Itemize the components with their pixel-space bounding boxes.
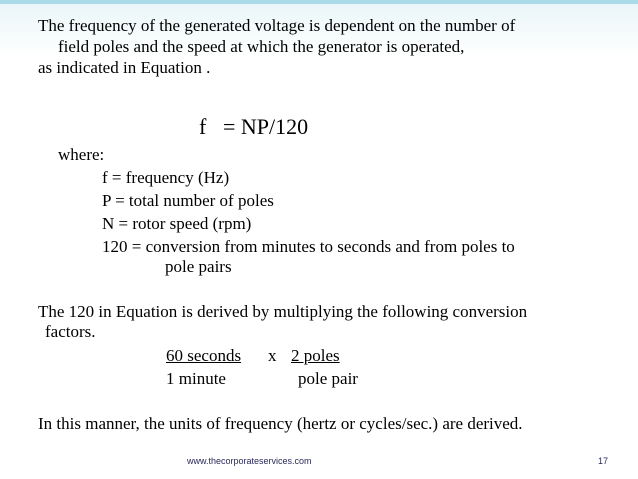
conversion-times: x (268, 346, 277, 365)
where-item-n: N = rotor speed (rpm) (102, 214, 252, 233)
where-item-f: f = frequency (Hz) (102, 168, 230, 187)
footer-url: www.thecorporateservices.com (187, 456, 312, 466)
para1-line3: as indicated in Equation . (38, 58, 211, 77)
equation-lhs: f (199, 114, 207, 139)
where-item-p: P = total number of poles (102, 191, 274, 210)
equation-rhs: = NP/120 (223, 114, 309, 139)
para1-line2: field poles and the speed at which the generator is operated, (58, 37, 465, 56)
para1-line1: The frequency of the generated voltage is dependent on the number of (38, 16, 516, 35)
para2-line2: factors. (45, 322, 96, 341)
conversion-denominator-1: 1 minute (166, 369, 226, 388)
conversion-denominator-2: pole pair (298, 369, 358, 388)
top-accent-band (0, 0, 638, 4)
where-label: where: (58, 145, 105, 164)
para3: In this manner, the units of frequency (hertz or cycles/sec.) are derived. (38, 414, 523, 433)
where-item-120-cont: pole pairs (165, 257, 232, 276)
conversion-numerator-2: 2 poles (291, 346, 340, 365)
page-number: 17 (598, 456, 609, 466)
where-item-120: 120 = conversion from minutes to seconds and from poles to (102, 237, 515, 256)
para2-line1: The 120 in Equation is derived by multiplying the following conversion (38, 302, 528, 321)
conversion-numerator-1: 60 seconds (166, 346, 242, 365)
